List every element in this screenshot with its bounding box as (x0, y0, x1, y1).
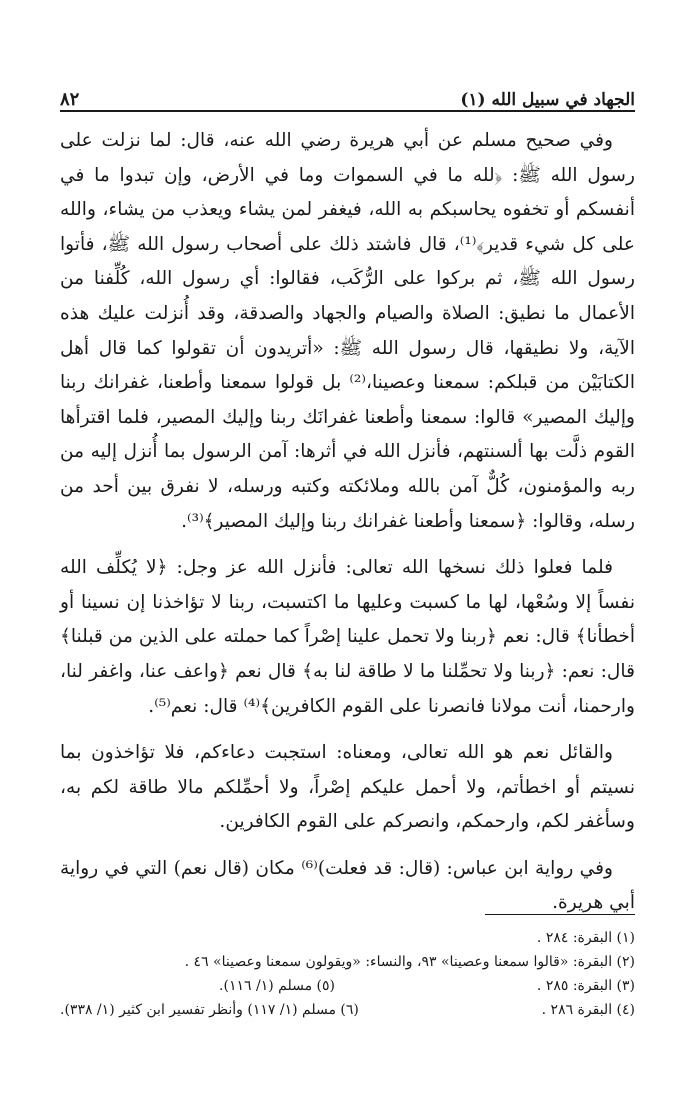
footnote-2: (٢) البقرة: «قالوا سمعنا وعصينا» ٩٣، والنساء: «ويقولون سمعنا وعصينا» ٤٦ . (184, 954, 635, 970)
footnote-separator (485, 914, 635, 915)
footnote-row (60, 974, 635, 998)
footnote-6: (٦) مسلم (١/ ١١٧) وأنظر تفسير ابن كثير (١/ ٣٣٨). (60, 1002, 359, 1018)
paragraph-3: والقائل نعم هو الله تعالى، ومعناه: استجبت دعاءكم، فلا تؤاخذون بما نسيتم أو اخطأتم، ولا أحمل عليكم إصْراً، ولا أحمِّلكم مالا طاقة لكم به، وسأغفر لكم، وارحمكم، وانصركم على القوم الكافرين. (60, 742, 635, 833)
running-header (60, 78, 635, 112)
footnote-4: (٤) البقرة ٢٨٦ . (541, 1002, 635, 1018)
paragraph-4: وفي رواية ابن عباس: (قال: قد فعلت)⁽⁶⁾ مكان (قال نعم) التي في رواية أبي هريرة. (60, 857, 635, 914)
footnotes (60, 926, 635, 1022)
footnote-3: (٣) البقرة: ٢٨٥ . (536, 978, 635, 994)
paragraph-2: فلما فعلوا ذلك نسخها الله تعالى: فأنزل الله عز وجل: ﴿لا يُكلِّف الله نفساً إلا وسُعْها، لها ما كسبت وعليها ما اكتسبت، ربنا لا تؤاخذنا إن نسينا أو أخطأنا﴾ قال: نعم ﴿ربنا ولا تحمل علينا إصْراً كما حملته على الذين من قبلنا﴾ قال: نعم: ﴿ربنا ولا تحمِّلنا ما لا طاقة لنا به﴾ قال نعم ﴿واعف عنا، واغفر لنا، وارحمنا، أنت مولانا فانصرنا على القوم الكافرين﴾⁽⁴⁾ قال: نعم⁽⁵⁾. (60, 557, 635, 717)
footnote-1: (١) البقرة: ٢٨٤ . (536, 930, 635, 946)
book-page (60, 78, 635, 1058)
paragraph-1: وفي صحيح مسلم عن أبي هريرة رضي الله عنه، قال: لما نزلت على رسول الله ﷺ: ﴿لله ما في السموات وما في الأرض، وإن تبدوا ما في أنفسكم أو تخفوه يحاسبكم به الله، فيغفر لمن يشاء ويعذب من يشاء، والله على كل شيء قدير﴾⁽¹⁾، قال فاشتد ذلك على أصحاب رسول الله ﷺ، فأتوا رسول الله ﷺ، ثم بركوا على الرُّكَب، فقالوا: أي رسول الله، كُلِّفنا من الأعمال ما نطيق: الصلاة والصيام والجهاد والصدقة، وقد أُنزلت عليك هذه الآية، ولا نطيقها، قال رسول الله ﷺ: «أتريدون أن تقولوا كما قال أهل الكتابَيْن من قبلكم: سمعنا وعصينا،⁽²⁾ بل قولوا سمعنا وأطعنا، غفرانك ربنا وإليك المصير» قالوا: سمعنا وأطعنا غفرانَك ربنا وإليك المصير، فلما اقترأها القوم ذلَّت بها ألسنتهم، فأنزل الله في أثرها: آمن الرسول بما أُنزل إليه من ربه والمؤمنون، كُلٌّ آمن بالله وملائكته وكتبه ورسله، لا نفرق بين أحد من رسله، وقالوا: ﴿سمعنا وأطعنا غفرانك ربنا وإليك المصير﴾⁽³⁾. (60, 130, 635, 532)
footnote-row (60, 998, 635, 1022)
footnote-row (60, 926, 635, 950)
page-number: ٨٢ (60, 89, 80, 110)
running-title: الجهاد في سبيل الله (١) (460, 90, 635, 110)
footnote-row (60, 950, 635, 974)
main-text (60, 124, 635, 921)
footnote-5: (٥) مسلم (١/ ١١٦). (219, 978, 335, 994)
